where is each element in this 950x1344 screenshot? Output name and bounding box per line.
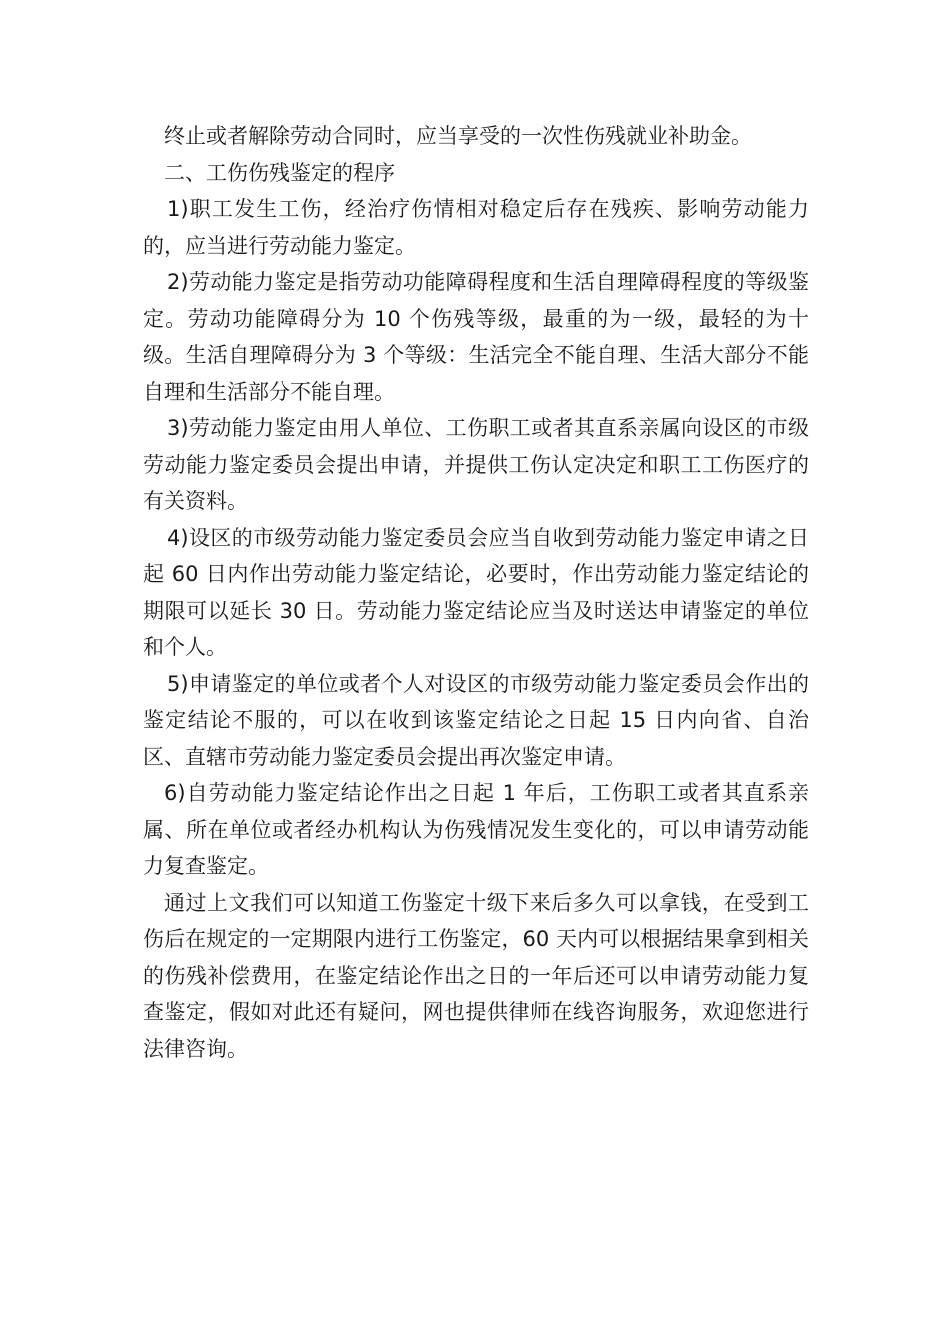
paragraph-step-2: 2)劳动能力鉴定是指劳动功能障碍程度和生活自理障碍程度的等级鉴定。劳动功能障碍分为 10 个伤残等级，最重的为一级，最轻的为十级。生活自理障碍分为 3 个等级：生活完全不能自理、生活大部分不能自理和生活部分不能自理。: [143, 270, 809, 404]
document-body: [143, 118, 809, 1067]
paragraph-step-6: 6)自劳动能力鉴定结论作出之日起 1 年后，工伤职工或者其直系亲属、所在单位或者经办机构认为伤残情况发生变化的，可以申请劳动能力复查鉴定。: [143, 781, 809, 878]
paragraph-step-5: 5)申请鉴定的单位或者个人对设区的市级劳动能力鉴定委员会作出的鉴定结论不服的，可以在收到该鉴定结论之日起 15 日内向省、自治区、直辖市劳动能力鉴定委员会提出再次鉴定申请。: [143, 671, 809, 769]
paragraph-step-3: 3)劳动能力鉴定由用人单位、工伤职工或者其直系亲属向设区的市级劳动能力鉴定委员会提出申请，并提供工伤认定决定和职工工伤医疗的有关资料。: [143, 416, 809, 513]
paragraph-continuation: 终止或者解除劳动合同时，应当享受的一次性伤残就业补助金。: [164, 124, 752, 148]
paragraph-step-1: 1)职工发生工伤，经治疗伤情相对稳定后存在残疾、影响劳动能力的，应当进行劳动能力鉴定。: [143, 197, 809, 258]
section-heading: 二、工伤伤残鉴定的程序: [164, 160, 395, 185]
paragraph-step-4: 4)设区的市级劳动能力鉴定委员会应当自收到劳动能力鉴定申请之日起 60 日内作出劳动能力鉴定结论，必要时，作出劳动能力鉴定结论的期限可以延长 30 日。劳动能力鉴定结论应当及时送达申请鉴定的单位和个人。: [143, 525, 809, 659]
paragraph-conclusion: 通过上文我们可以知道工伤鉴定十级下来后多久可以拿钱，在受到工伤后在规定的一定期限内进行工伤鉴定，60 天内可以根据结果拿到相关的伤残补偿费用，在鉴定结论作出之日的一年后还可以申请劳动能力复查鉴定，假如对此还有疑问，网也提供律师在线咨询服务，欢迎您进行法律咨询。: [143, 890, 809, 1061]
